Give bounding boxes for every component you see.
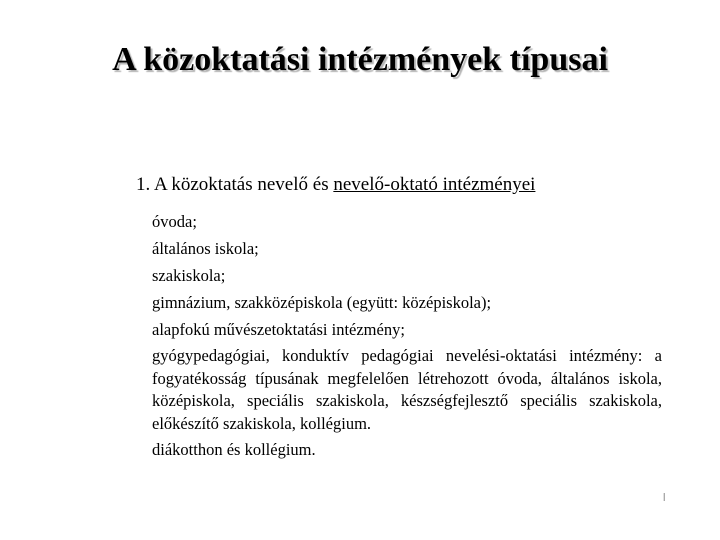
list-item: gimnázium, szakközépiskola (együtt: középiskola);	[152, 293, 492, 312]
section-heading-prefix: 1. A közoktatás nevelő és	[136, 174, 334, 195]
slide-number: l	[663, 492, 666, 504]
section-heading-underlined: nevelő-oktató intézményei	[333, 174, 536, 195]
list-item: szakiskola;	[152, 266, 226, 285]
list-item: óvoda;	[152, 212, 197, 231]
slide-title: A közoktatási intézmények típusai	[112, 41, 608, 78]
list-item: diákotthon és kollégium.	[152, 440, 316, 460]
section-heading	[136, 172, 696, 198]
list-item: gyógypedagógiai, konduktív pedagógiai nevelési-oktatási intézmény: a fogyatékosság típusának megfelelően létrehozott óvoda, általános iskola, középiskola, speciális szakiskola, készségfejlesztő speciális szakiskola, előkészítő szakiskola, kollégium.	[152, 346, 662, 433]
list-item: alapfokú művészetoktatási intézmény;	[152, 320, 405, 339]
list-item: általános iskola;	[152, 239, 259, 258]
institution-list	[152, 210, 662, 465]
